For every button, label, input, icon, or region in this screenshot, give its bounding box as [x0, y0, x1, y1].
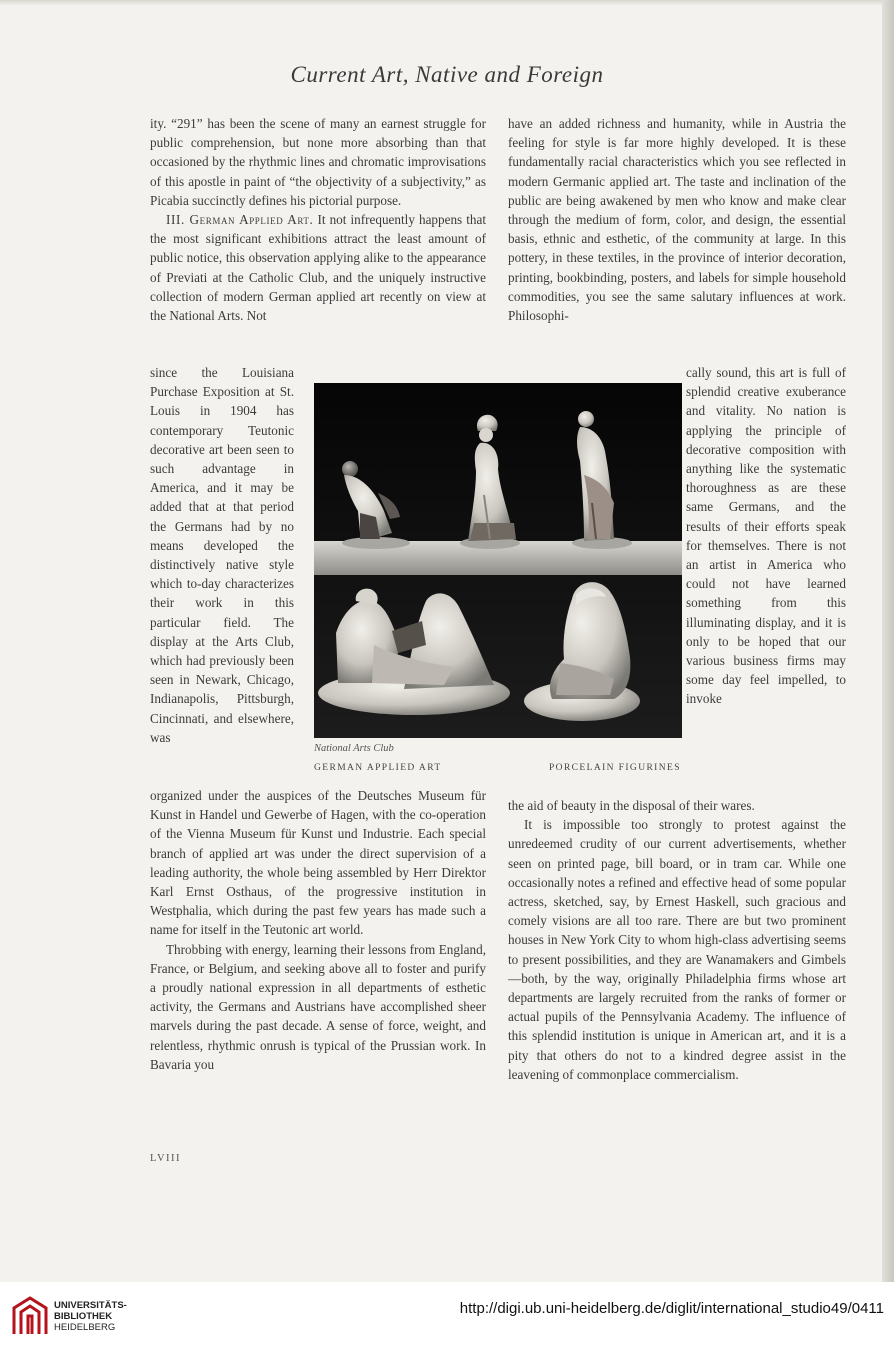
- left-column-bottom: [150, 786, 486, 1074]
- library-logo-icon: [10, 1294, 50, 1338]
- page-folio: LVIII: [150, 1153, 182, 1164]
- left-column-top: [150, 114, 486, 325]
- page-top-edge: [0, 0, 894, 6]
- library-name: [54, 1300, 127, 1333]
- library-footer: [0, 1282, 894, 1352]
- paragraph: ity. “291” has been the scene of many an earnest struggle for public comprehension, but none more absorbing than that occasioned by the rhythmic lines and chromatic improvisations of this apostle in paint of “the objectivity of a subjectivity,” as Picabia succinctly defines his pictorial purpose.: [150, 116, 486, 208]
- library-name-line: UNIVERSITÄTS-: [54, 1300, 127, 1311]
- running-head: Current Art, Native and Foreign: [290, 62, 604, 87]
- caption-right: PORCELAIN FIGURINES: [549, 763, 681, 773]
- caption-left: GERMAN APPLIED ART: [314, 763, 442, 773]
- paragraph: the aid of beauty in the disposal of their wares.: [508, 798, 755, 813]
- right-column-top: [508, 114, 846, 325]
- library-name-line: HEIDELBERG: [54, 1322, 116, 1333]
- photo-credit: National Arts Club: [314, 743, 394, 754]
- page-right-edge: [882, 0, 894, 1282]
- section-text: It not infrequently happens that the most significant exhibitions attract the least amount of public notice, this observation applying alike to the appearance of Previati at the Catholic Club, and the uniquely instructive collection of modern German applied art recently on view at the National Arts. Not: [150, 212, 487, 324]
- section-heading: III. German Applied Art.: [166, 212, 314, 228]
- wrap-text: since the Louisiana Purchase Exposition at St. Louis in 1904 has contemporary Teutonic decorative art been seen to such advantage in America, and it may be added that at that period the Germans had by no means developed the distinctively native style which to-day characterizes their work in this particular field. The display at the Arts Club, which had previously been seen in Newark, Chicago, Indianapolis, Pittsburgh, Cincinnati, and elsewhere, was: [150, 365, 294, 745]
- figurine-illustration: [314, 383, 682, 738]
- right-column-bottom: [508, 796, 846, 1084]
- left-column-wrap: [150, 363, 294, 747]
- source-url[interactable]: http://digi.ub.uni-heidelberg.de/diglit/international_studio49/0411: [459, 1300, 884, 1317]
- right-column-wrap: [686, 363, 846, 709]
- wrap-text: cally sound, this art is full of splendid creative exuberance and vitality. No nation is applying the principle of decorative composition with anything like the systematic thoroughness as are these same Germans, and the results of their efforts speak for themselves. There is not an artist in America who could not have learned something from this illuminating display, and it is only to be hoped that our various business firms may some day feel impelled, to invoke: [686, 365, 846, 707]
- section-paragraph: [150, 210, 486, 325]
- paragraph: organized under the auspices of the Deutsches Museum für Kunst in Handel und Gewerbe of Hagen, with the co-operation of the Vienna Museum für Kunst und Industrie. Each special branch of applied art was under the direct supervision of a leading authority, the whole being assembled by Herr Direktor Karl Ernst Osthaus, of the progressive institution in Westphalia, which during the past few years has made such a name for itself in the Teutonic art world.: [150, 788, 486, 938]
- figurine-photograph: [314, 383, 682, 738]
- paragraph: It is impossible too strongly to protest against the unredeemed crudity of our current advertisements, whether seen on printed page, bill board, or in tram car. While one occasionally notes a refined and effective head of some popular actress, sketched, say, by Ernest Haskell, such gracious and comely visions are all too rare. There are but two prominent houses in New York City to whom high-class advertising seems to present possibilities, and they are Wanamakers and Gimbels—both, by the way, originally Philadelphia firms whose art departments are largely recruited from the ranks of former or actual pupils of the Pennsylvania Academy. The influence of this splendid institution is unique in American art, and it is a pity that others do not to a kindred degree assist in the leavening of commonplace commercialism.: [508, 817, 846, 1082]
- library-name-line: BIBLIOTHEK: [54, 1311, 113, 1322]
- paragraph: have an added richness and humanity, while in Austria the feeling for style is far more highly developed. It is these fundamentally racial characteristics which you see reflected in modern Germanic applied art. The taste and inclination of the public are being awakened by men who know and make clear through the medium of form, color, and design, the essential basis, ethnic and esthetic, of the community at large. In this pottery, in these textiles, in the province of interior decoration, printing, bookbinding, posters, and labels for simple household commodities, you see the same salutary influences at work. Philosophi-: [508, 116, 846, 324]
- paragraph: Throbbing with energy, learning their lessons from England, France, or Belgium, and seeking above all to foster and purify a proudly national expression in all departments of esthetic activity, the Germans and Austrians have accomplished sheer marvels during the past decade. A sense of force, weight, and relentless, rhythmic onrush is typical of the Prussian work. In Bavaria you: [150, 941, 486, 1072]
